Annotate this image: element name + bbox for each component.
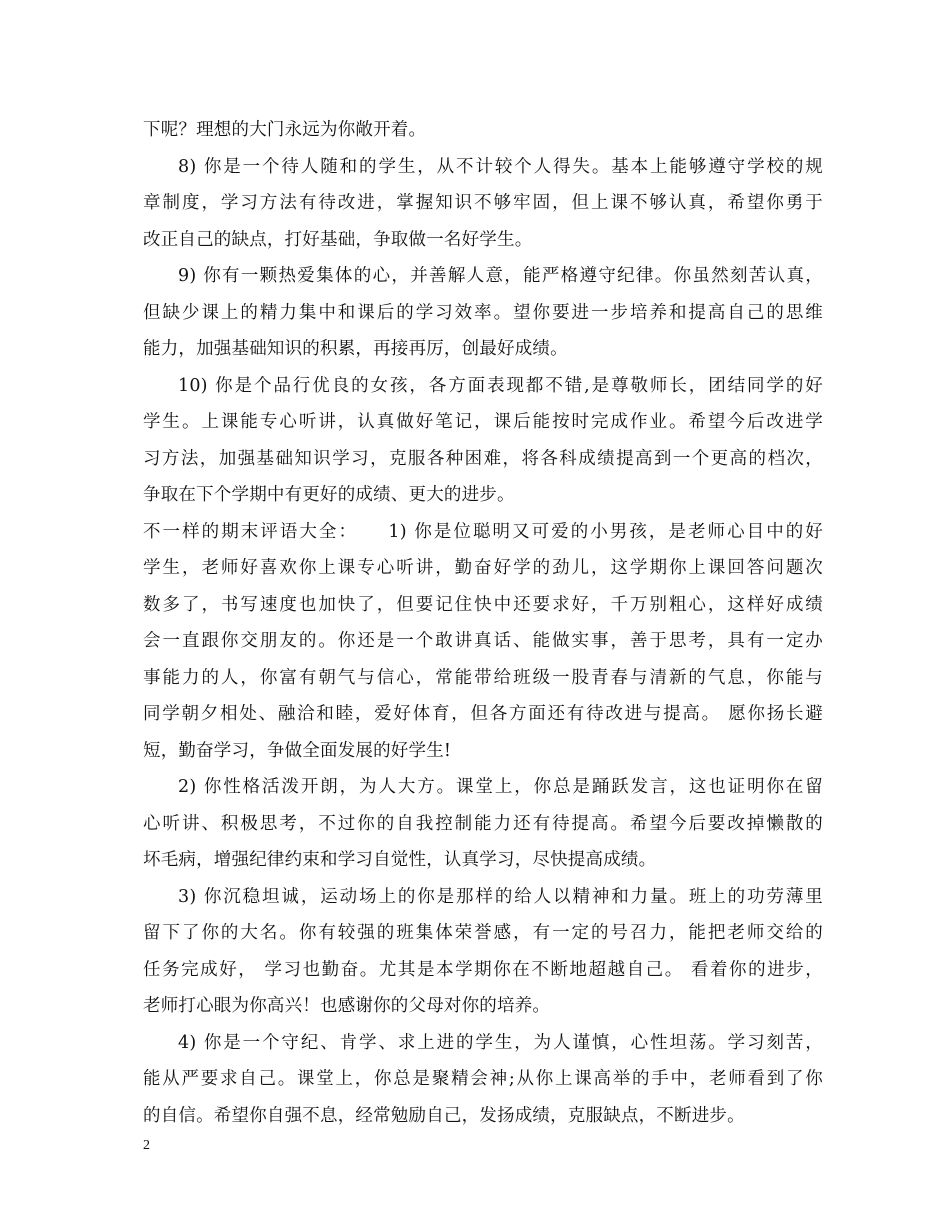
text-line: 但缺少课上的精力集中和课后的学习效率。望你要进一步培养和提高自己的思维 bbox=[143, 302, 823, 323]
text-line: 2) 你性格活泼开朗，为人大方。课堂上，你总是踊跃发言，这也证明你在留 bbox=[178, 777, 823, 797]
text-line: 留下了你的大名。你有较强的班集体荣誉感，有一定的号召力，能把老师交给的 bbox=[143, 923, 823, 943]
text-line: 同学朝夕相处、融洽和睦，爱好体育，但各方面还有待改进与提高。 愿你扬长避 bbox=[143, 704, 823, 724]
text-line: 4) 你是一个守纪、肯学、求上进的学生，为人谨慎，心性坦荡。学习刻苦， bbox=[178, 1032, 823, 1053]
text-line: 短，勤奋学习，争做全面发展的好学生! bbox=[143, 740, 452, 761]
text-line: 章制度，学习方法有待改进，掌握知识不够牢固，但上课不够认真，希望你勇于 bbox=[143, 193, 823, 213]
text-line: 能力，加强基础知识的积累，再接再厉，创最好成绩。 bbox=[143, 339, 568, 359]
text-line: 不一样的期末评语大全： 1) 你是位聪明又可爱的小男孩，是老师心目中的好 bbox=[143, 521, 823, 542]
text-line: 3) 你沉稳坦诚，运动场上的你是那样的给人以精神和力量。班上的功劳薄里 bbox=[178, 886, 823, 907]
text-line: 改正自己的缺点，打好基础，争取做一名好学生。 bbox=[143, 229, 533, 250]
text-line: 的自信。希望你自强不息，经常勉励自己，发扬成绩，克服缺点，不断进步。 bbox=[143, 1105, 745, 1126]
page-number: 2 bbox=[143, 1138, 150, 1153]
text-line: 争取在下个学期中有更好的成绩、更大的进步。 bbox=[143, 485, 515, 505]
text-line: 习方法，加强基础知识学习，克服各种困难，将各科成绩提高到一个更高的档次， bbox=[143, 448, 823, 469]
text-line: 9) 你有一颗热爱集体的心，并善解人意，能严格遵守纪律。你虽然刻苦认真， bbox=[178, 266, 823, 286]
text-line: 学生。上课能专心听讲，认真做好笔记，课后能按时完成作业。希望今后改进学 bbox=[143, 412, 823, 432]
text-line: 10) 你是个品行优良的女孩，各方面表现都不错,是尊敬师长，团结同学的好 bbox=[178, 375, 823, 396]
text-line: 会一直跟你交朋友的。你还是一个敢讲真话、能做实事，善于思考，具有一定办 bbox=[143, 631, 823, 651]
text-line: 任务完成好， 学习也勤奋。尤其是本学期你在不断地超越自己。 看着你的进步， bbox=[143, 959, 823, 980]
text-line: 下呢？理想的大门永远为你敞开着。 bbox=[143, 120, 427, 140]
document-body bbox=[143, 112, 823, 1134]
text-line: 数多了，书写速度也加快了，但要记住快中还要求好，千万别粗心，这样好成绩 bbox=[143, 594, 823, 615]
text-line: 心听讲、积极思考，不过你的自我控制能力还有待提高。希望今后要改掉懒散的 bbox=[143, 813, 823, 834]
text-line: 坏毛病，增强纪律约束和学习自觉性，认真学习，尽快提高成绩。 bbox=[143, 850, 657, 870]
text-line: 8) 你是一个待人随和的学生，从不计较个人得失。基本上能够遵守学校的规 bbox=[178, 156, 823, 177]
text-line: 老师打心眼为你高兴！也感谢你的父母对你的培养。 bbox=[143, 996, 551, 1016]
text-line: 事能力的人，你富有朝气与信心，常能带给班级一股青春与清新的气息，你能与 bbox=[143, 667, 823, 688]
text-line: 能从严要求自己。课堂上，你总是聚精会神;从你上课高举的手中，老师看到了你 bbox=[143, 1069, 823, 1089]
text-line: 学生，老师好喜欢你上课专心听讲，勤奋好学的劲儿，这学期你上课回答问题次 bbox=[143, 558, 823, 578]
